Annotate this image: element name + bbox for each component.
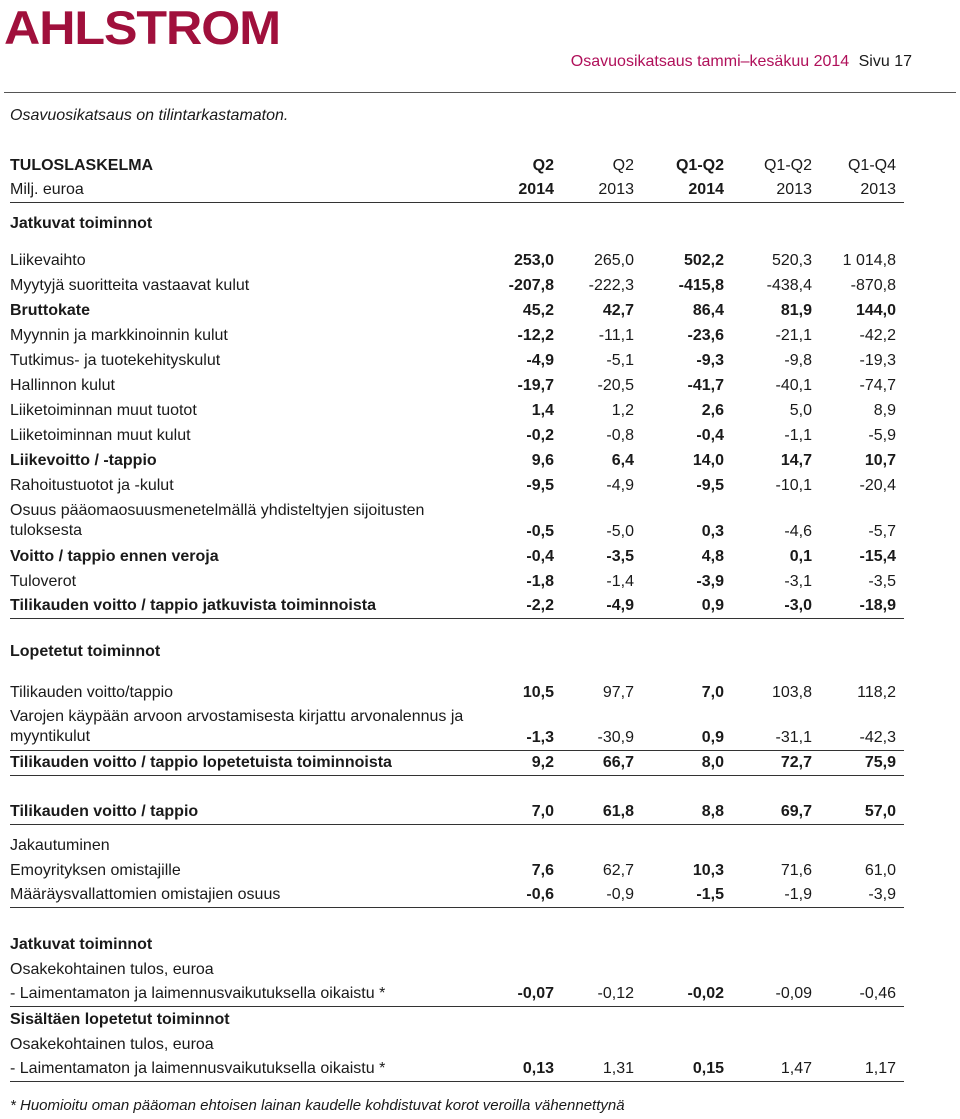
table-year-row [10,178,904,203]
row-value: -0,4 [696,427,724,444]
row-value: 1,31 [602,1060,634,1077]
row-value: -0,5 [526,523,554,540]
section-heading: Jatkuvat toiminnot [10,936,153,953]
row-value: -4,9 [526,352,554,369]
row-value: 7,0 [701,684,724,701]
row-value: -21,1 [775,327,812,344]
row-label: Määräysvallattomien omistajien osuus [10,886,281,903]
row-value: -18,9 [859,597,896,614]
row-value: -19,3 [859,352,896,369]
row-value: 2,6 [701,402,724,419]
row-label: Emoyrityksen omistajille [10,862,181,879]
row-value: 10,7 [864,452,896,469]
table-row [10,705,904,751]
table-row [10,448,904,473]
row-value: 8,8 [701,803,724,820]
row-value: -23,6 [687,327,724,344]
row-label: Myynnin ja markkinoinnin kulut [10,327,228,344]
row-value: -40,1 [775,377,812,394]
row-label: Liikevaihto [10,252,86,269]
row-value: -415,8 [678,277,724,294]
row-value: -0,4 [526,548,554,565]
row-label: Rahoitustuotot ja -kulut [10,477,174,494]
row-value: 1,47 [780,1060,812,1077]
unit-label: Milj. euroa [10,181,84,198]
row-label: Hallinnon kulut [10,377,115,394]
section-heading: Jatkuvat toiminnot [10,215,153,232]
table-row [10,473,904,498]
table-row [10,594,904,619]
row-value: -12,2 [517,327,554,344]
row-value: -74,7 [859,377,896,394]
section-heading: Sisältäen lopetetut toiminnot [10,1011,230,1028]
row-value: 8,9 [873,402,896,419]
table-row [10,498,904,544]
row-value: -9,8 [784,352,812,369]
row-label: Tuloverot [10,573,77,590]
col-header: Q1-Q2 [675,157,724,174]
row-value: -42,3 [859,729,896,746]
row-value: 62,7 [602,862,634,879]
row-value: 103,8 [771,684,812,701]
section-heading: Lopetetut toiminnot [10,643,161,660]
table-row [10,423,904,448]
row-value: 61,8 [602,803,634,820]
svg-text:AHLSTROM: AHLSTROM [4,4,280,48]
row-label: Tilikauden voitto / tappio lopetetuista toiminnoista [10,754,392,771]
header-divider [4,92,956,93]
row-value: 144,0 [855,302,896,319]
row-value: -3,5 [868,573,896,590]
row-label: - Laimentamaton ja laimennusvaikutuksella oikaistu * [10,1060,386,1077]
table-row [10,751,904,776]
col-header: Q1-Q4 [847,157,896,174]
row-label: Bruttokate [10,302,91,319]
table-row [10,398,904,423]
row-value: 14,7 [780,452,812,469]
row-value: 61,0 [864,862,896,879]
table-row [10,800,904,825]
row-value: 97,7 [602,684,634,701]
row-value: -438,4 [766,277,812,294]
row-value: 9,2 [531,754,554,771]
table-row [10,273,904,298]
row-value: -31,1 [775,729,812,746]
row-value: -1,3 [526,729,554,746]
col-header: Q2 [612,157,634,174]
table-header-row [10,153,904,178]
row-value: -3,1 [784,573,812,590]
row-value: -5,1 [606,352,634,369]
row-value: 6,4 [611,452,634,469]
table-row [10,858,904,883]
row-value: 72,7 [780,754,812,771]
row-value: 253,0 [513,252,554,269]
row-value: -30,9 [597,729,634,746]
row-value: -4,9 [606,597,634,614]
row-label: Liikevoitto / -tappio [10,452,157,469]
eps-label-row: Osakekohtainen tulos, euroa [10,961,214,978]
row-value: 0,9 [701,729,724,746]
table-row [10,982,904,1007]
col-year: 2014 [518,181,554,198]
row-value: 66,7 [602,754,634,771]
row-value: 14,0 [692,452,724,469]
col-year: 2013 [598,181,634,198]
row-value: -870,8 [850,277,896,294]
table-row [10,883,904,908]
row-value: -1,4 [606,573,634,590]
table-row [10,298,904,323]
row-value: -3,9 [696,573,724,590]
row-value: -15,4 [859,548,896,565]
row-label: Tutkimus- ja tuotekehityskulut [10,352,221,369]
eps-label-row: Osakekohtainen tulos, euroa [10,1036,214,1053]
row-value: -0,8 [606,427,634,444]
row-value: 0,9 [701,597,724,614]
col-year: 2014 [688,181,724,198]
table-row [10,680,904,705]
row-value: 0,15 [692,1060,724,1077]
table-row [10,348,904,373]
row-value: 75,9 [864,754,896,771]
row-label: Osuus pääomaosuusmenetelmällä yhdisteltyjen sijoitusten tuloksesta [10,502,425,539]
row-value: -9,5 [526,477,554,494]
row-value: -42,2 [859,327,896,344]
row-value: -41,7 [687,377,724,394]
row-value: -2,2 [526,597,554,614]
row-value: 0,13 [522,1060,554,1077]
page-number: Sivu 17 [858,53,912,70]
audit-note: Osavuosikatsaus on tilintarkastamaton. [10,107,289,124]
row-value: -207,8 [508,277,554,294]
row-value: 4,8 [701,548,724,565]
row-value: 1 014,8 [842,252,896,269]
row-value: 7,6 [531,862,554,879]
row-value: 10,3 [692,862,724,879]
row-value: 10,5 [522,684,554,701]
row-value: -9,3 [696,352,724,369]
row-label: Tilikauden voitto / tappio jatkuvista toiminnoista [10,597,376,614]
row-value: 0,3 [701,523,724,540]
row-value: -5,7 [868,523,896,540]
row-label: Voitto / tappio ennen veroja [10,548,219,565]
row-value: -5,9 [868,427,896,444]
row-value: 265,0 [593,252,634,269]
row-value: -3,5 [606,548,634,565]
row-value: 7,0 [531,803,554,820]
row-value: 1,4 [531,402,554,419]
table-row [10,569,904,594]
row-value: -19,7 [517,377,554,394]
row-value: -0,02 [687,985,724,1002]
col-year: 2013 [776,181,812,198]
row-value: -3,0 [784,597,812,614]
row-value: 86,4 [692,302,724,319]
row-label: Varojen käypään arvoon arvostamisesta kirjattu arvonalennus ja myyntikulut [10,708,464,745]
row-value: -4,6 [784,523,812,540]
row-label: Tilikauden voitto / tappio [10,803,199,820]
col-header: Q2 [532,157,554,174]
row-value: -0,46 [859,985,896,1002]
row-value: 5,0 [789,402,812,419]
row-label: Liiketoiminnan muut kulut [10,427,191,444]
row-value: 118,2 [857,684,896,701]
row-value: 69,7 [780,803,812,820]
row-label: Tilikauden voitto/tappio [10,684,174,701]
row-value: 0,1 [789,548,812,565]
row-value: -0,12 [597,985,634,1002]
row-value: 8,0 [701,754,724,771]
row-value: 1,17 [864,1060,896,1077]
row-value: -11,1 [598,327,634,344]
income-statement-table [10,153,904,1082]
row-label: - Laimentamaton ja laimennusvaikutuksella oikaistu * [10,985,386,1002]
table-row [10,323,904,348]
row-value: -1,5 [696,886,724,903]
ahlstrom-logo [4,4,284,48]
row-value: 81,9 [780,302,812,319]
report-title: Osavuosikatsaus tammi–kesäkuu 2014 [570,53,850,70]
row-value: 1,2 [611,402,634,419]
table-row [10,1057,904,1082]
row-value: -1,1 [784,427,812,444]
row-label: Myytyjä suoritteita vastaavat kulut [10,277,250,294]
row-value: -222,3 [588,277,634,294]
row-value: 42,7 [602,302,634,319]
row-value: -5,0 [606,523,634,540]
row-value: 71,6 [780,862,812,879]
row-value: 9,6 [531,452,554,469]
row-value: -20,4 [859,477,896,494]
distribution-label-row: Jakautuminen [10,837,110,854]
row-value: -0,09 [775,985,812,1002]
row-value: -3,9 [868,886,896,903]
row-value: -10,1 [775,477,812,494]
row-value: 502,2 [683,252,724,269]
row-value: -4,9 [606,477,634,494]
row-value: -0,9 [606,886,634,903]
row-value: -0,07 [517,985,554,1002]
report-header [571,53,912,71]
row-value: -0,2 [526,427,554,444]
row-value: -1,8 [526,573,554,590]
col-header: Q1-Q2 [763,157,812,174]
table-row [10,373,904,398]
col-year: 2013 [860,181,896,198]
table-title: TULOSLASKELMA [10,157,154,174]
row-value: 520,3 [771,252,812,269]
row-value: 45,2 [522,302,554,319]
row-value: -9,5 [696,477,724,494]
footnote: * Huomioitu oman pääoman ehtoisen lainan kaudelle kohdistuvat korot veroilla vähennettynä [10,1097,625,1114]
row-value: 57,0 [864,803,896,820]
table-row [10,544,904,569]
row-value: -1,9 [784,886,812,903]
row-label: Liiketoiminnan muut tuotot [10,402,197,419]
table-row [10,248,904,273]
row-value: -20,5 [597,377,634,394]
row-value: -0,6 [526,886,554,903]
